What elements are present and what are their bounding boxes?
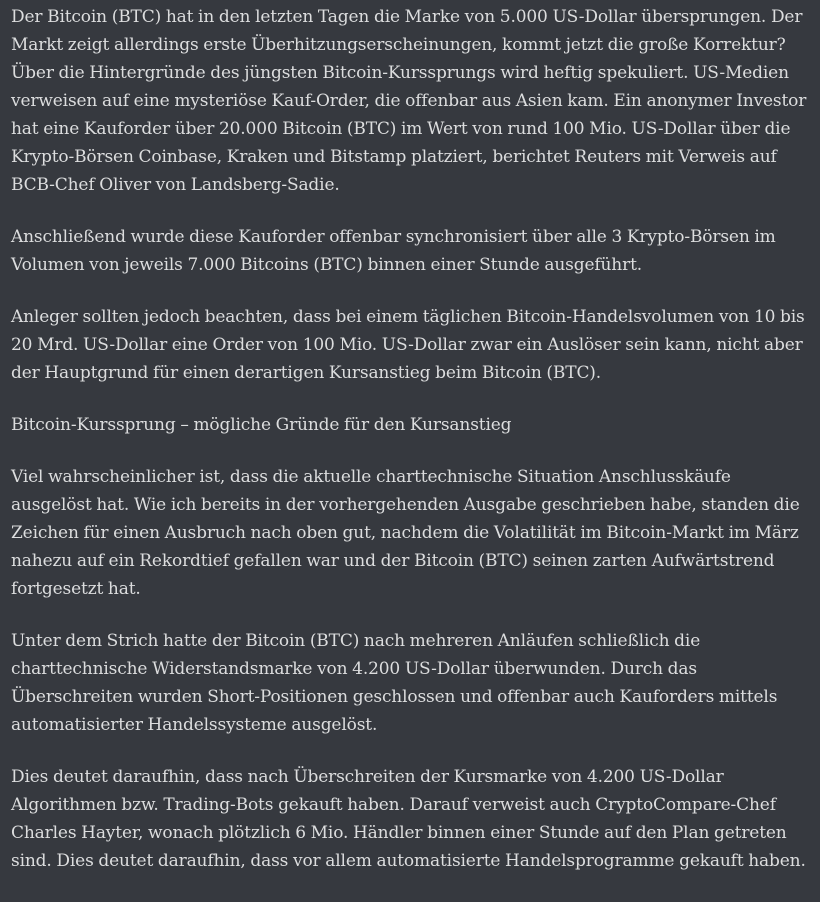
section-heading: Bitcoin-Kurssprung – mögliche Gründe für den Kursanstieg xyxy=(11,415,512,435)
paragraph-trading-bots: Dies deutet daraufhin, dass nach Überschreiten der Kursmarke von 4.200 US-Dollar Algorithmen bzw. Trading-Bots gekauft haben. Darauf verweist auch CryptoCompare-Chef Charles Hayter, wonach plötzlich 6 Mio. Händler binnen einer Stunde auf den Plan getreten sind. Dies deutet daraufhin, dass vor allem automatisierte Handelsprogramme gekauft haben. xyxy=(11,767,806,871)
paragraph-trading-volume: Anleger sollten jedoch beachten, dass bei einem täglichen Bitcoin-Handelsvolumen von 10 bis 20 Mrd. US-Dollar eine Order von 100 Mio. US-Dollar zwar ein Auslöser sein kann, nicht aber der Hauptgrund für einen derartigen Kursanstieg beim Bitcoin (BTC). xyxy=(11,307,805,383)
paragraph-intro: Der Bitcoin (BTC) hat in den letzten Tagen die Marke von 5.000 US-Dollar übersprungen. Der Markt zeigt allerdings erste Überhitzungserscheinungen, kommt jetzt die große Korrektur? Über die Hintergründe des jüngsten Bitcoin-Kurssprungs wird heftig spekuliert. US-Medien verweisen auf eine mysteriöse Kauf-Order, die offenbar aus Asien kam. Ein anonymer Investor hat eine Kauforder über 20.000 Bitcoin (BTC) im Wert von rund 100 Mio. US-Dollar über die Krypto-Börsen Coinbase, Kraken und Bitstamp platziert, berichtet Reuters mit Verweis auf BCB-Chef Oliver von Landsberg-Sadie. xyxy=(11,7,807,195)
paragraph-order-execution: Anschließend wurde diese Kauforder offenbar synchronisiert über alle 3 Krypto-Börsen im Volumen von jeweils 7.000 Bitcoins (BTC) binnen einer Stunde ausgeführt. xyxy=(11,227,776,275)
paragraph-resistance-level: Unter dem Strich hatte der Bitcoin (BTC) nach mehreren Anläufen schließlich die charttechnische Widerstandsmarke von 4.200 US-Dollar überwunden. Durch das Überschreiten wurden Short-Positionen geschlossen und offenbar auch Kauforders mittels automatisierter Handelssysteme ausgelöst. xyxy=(11,631,778,735)
article-body xyxy=(11,3,811,899)
paragraph-chart-situation: Viel wahrscheinlicher ist, dass die aktuelle charttechnische Situation Anschlusskäufe ausgelöst hat. Wie ich bereits in der vorhergehenden Ausgabe geschrieben habe, standen die Zeichen für einen Ausbruch nach oben gut, nachdem die Volatilität im Bitcoin-Markt im März nahezu auf ein Rekordtief gefallen war und der Bitcoin (BTC) seinen zarten Aufwärtstrend fortgesetzt hat. xyxy=(11,467,800,599)
